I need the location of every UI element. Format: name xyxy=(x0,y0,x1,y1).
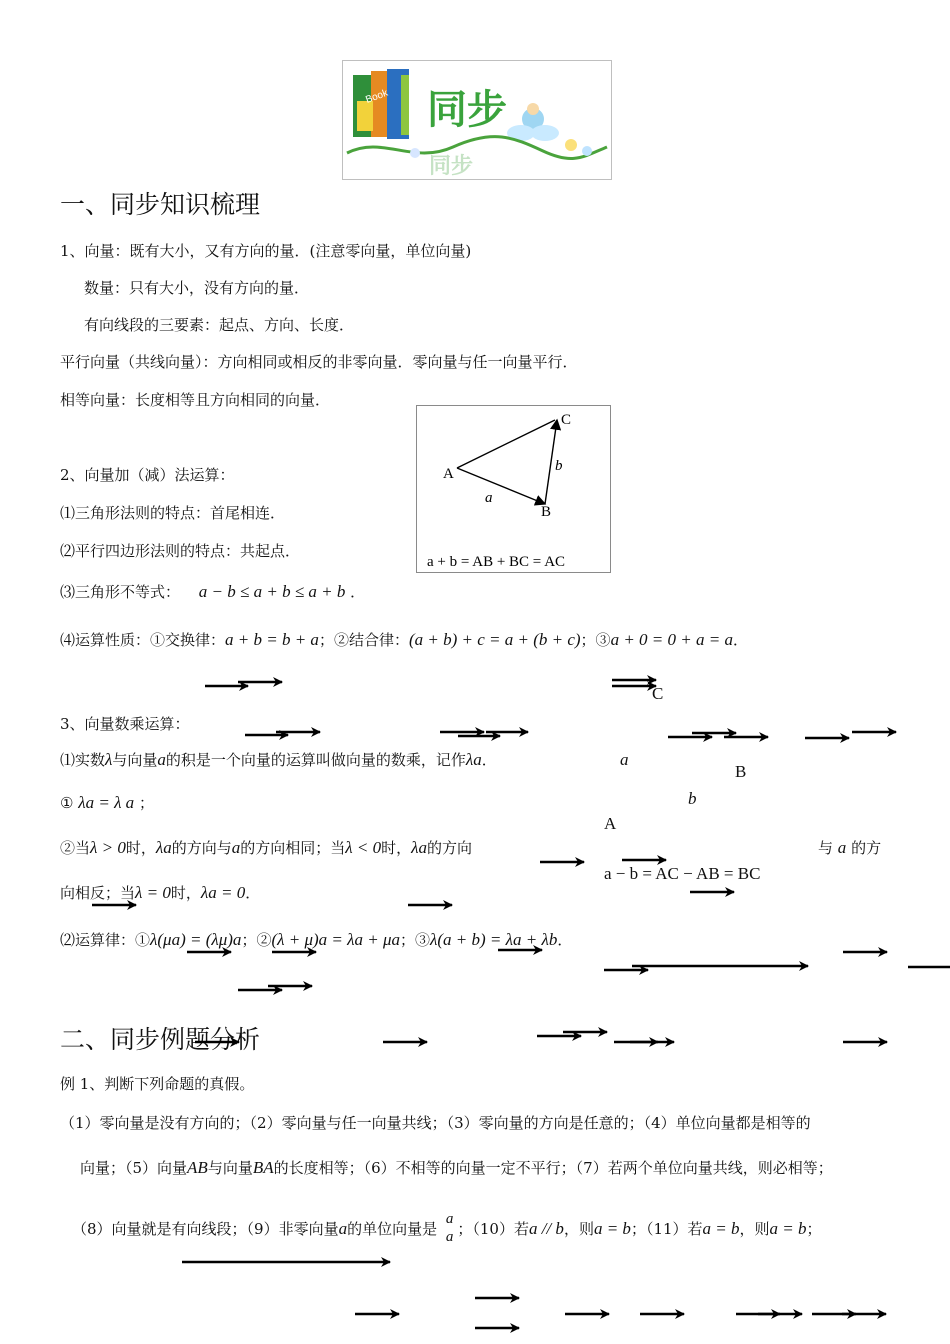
banner-artwork xyxy=(343,61,611,179)
side-label-C: C xyxy=(652,684,664,703)
svg-text:C: C xyxy=(561,412,572,428)
header-banner xyxy=(342,60,612,180)
svg-text:Book: Book xyxy=(364,87,390,106)
para-3-circ1: ① λa = λ a ； xyxy=(60,793,154,812)
svg-text:b: b xyxy=(555,458,563,474)
triangle-diagram xyxy=(417,406,610,572)
unit-vector-fraction: a a xyxy=(445,1211,454,1245)
para-1-line-2: 数量：只有大小，没有方向的量． xyxy=(84,279,310,297)
para-3-circ2b: 向相反；当λ = 0时，λa = 0． xyxy=(60,883,261,902)
side-label-B: B xyxy=(735,762,747,781)
example-1-line-3: （8）向量就是有向线段；（9）非零向量a的单位向量是 a a ；（10）若a // b，则a = b；（11）若a = b，则a = b； xyxy=(72,1211,822,1245)
para-1-line-1: 1、向量：既有大小，又有方向的量．(注意零向量，单位向量) xyxy=(60,242,472,260)
para-2-title: 2、向量加（减）法运算： xyxy=(60,466,235,484)
side-label-b: b xyxy=(688,789,697,808)
side-label-A: A xyxy=(604,814,617,833)
para-3-circ2: ②当λ > 0时，λa的方向与a的方向相同；当λ < 0时，λa的方向 xyxy=(60,838,473,857)
para-3-a: ⑴实数λ与向量a的积是一个向量的运算叫做向量的数乘，记作λa． xyxy=(60,750,497,769)
para-2-c: ⑶三角形不等式： a − b ≤ a + b ≤ a + b ． xyxy=(60,582,366,601)
para-1-line-3: 有向线段的三要素：起点、方向、长度． xyxy=(84,316,355,334)
para-2-b: ⑵平行四边形法则的特点：共起点． xyxy=(60,542,301,560)
example-1-line-1: （1）零向量是没有方向的；（2）零向量与任一向量共线；（3）零向量的方向是任意的；（4）单位向量都是相等的 xyxy=(60,1114,811,1132)
example-1-line-2: 向量；（5）向量AB与向量BA的长度相等；（6）不相等的向量一定不平行；（7）若两个单位向量共线，则必相等； xyxy=(80,1158,833,1177)
banner-reflection: 同步 xyxy=(429,154,474,179)
para-3-laws: ⑵运算律：①λ(μa) = (λμ)a；②(λ + μ)a = λa + μa；③λ(a + b) = λa + λb． xyxy=(60,930,573,949)
banner-title: 同步 xyxy=(427,87,507,133)
para-1-line-5: 相等向量：长度相等且方向相同的向量． xyxy=(60,391,331,409)
example-1-title: 例 1、判断下列命题的真假。 xyxy=(60,1075,255,1093)
side-subtraction-equation: a − b = AC − AB = BC xyxy=(604,864,761,883)
para-2-a: ⑴三角形法则的特点：首尾相连． xyxy=(60,504,286,522)
section-title-2: 二、同步例题分析 xyxy=(60,1025,261,1054)
side-label-a: a xyxy=(620,750,629,769)
para-1-line-4: 平行向量（共线向量）：方向相同或相反的非零向量．零向量与任一向量平行． xyxy=(60,353,578,371)
para-3-title: 3、向量数乘运算： xyxy=(60,715,190,733)
para-2-d: ⑷运算性质：①交换律：a + b = b + a；②结合律：(a + b) + c = a + (b + c)；③a + 0 = 0 + a = a． xyxy=(60,630,748,649)
triangle-caption: a + b = AB + BC = AC xyxy=(427,554,566,570)
svg-text:B: B xyxy=(541,504,552,520)
svg-text:A: A xyxy=(443,466,454,482)
svg-text:a: a xyxy=(485,490,493,506)
para-3-circ2-tail: 与 a 的方 xyxy=(818,838,882,857)
vector-triangle-figure xyxy=(416,405,611,573)
section-title-1: 一、同步知识梳理 xyxy=(60,190,261,219)
